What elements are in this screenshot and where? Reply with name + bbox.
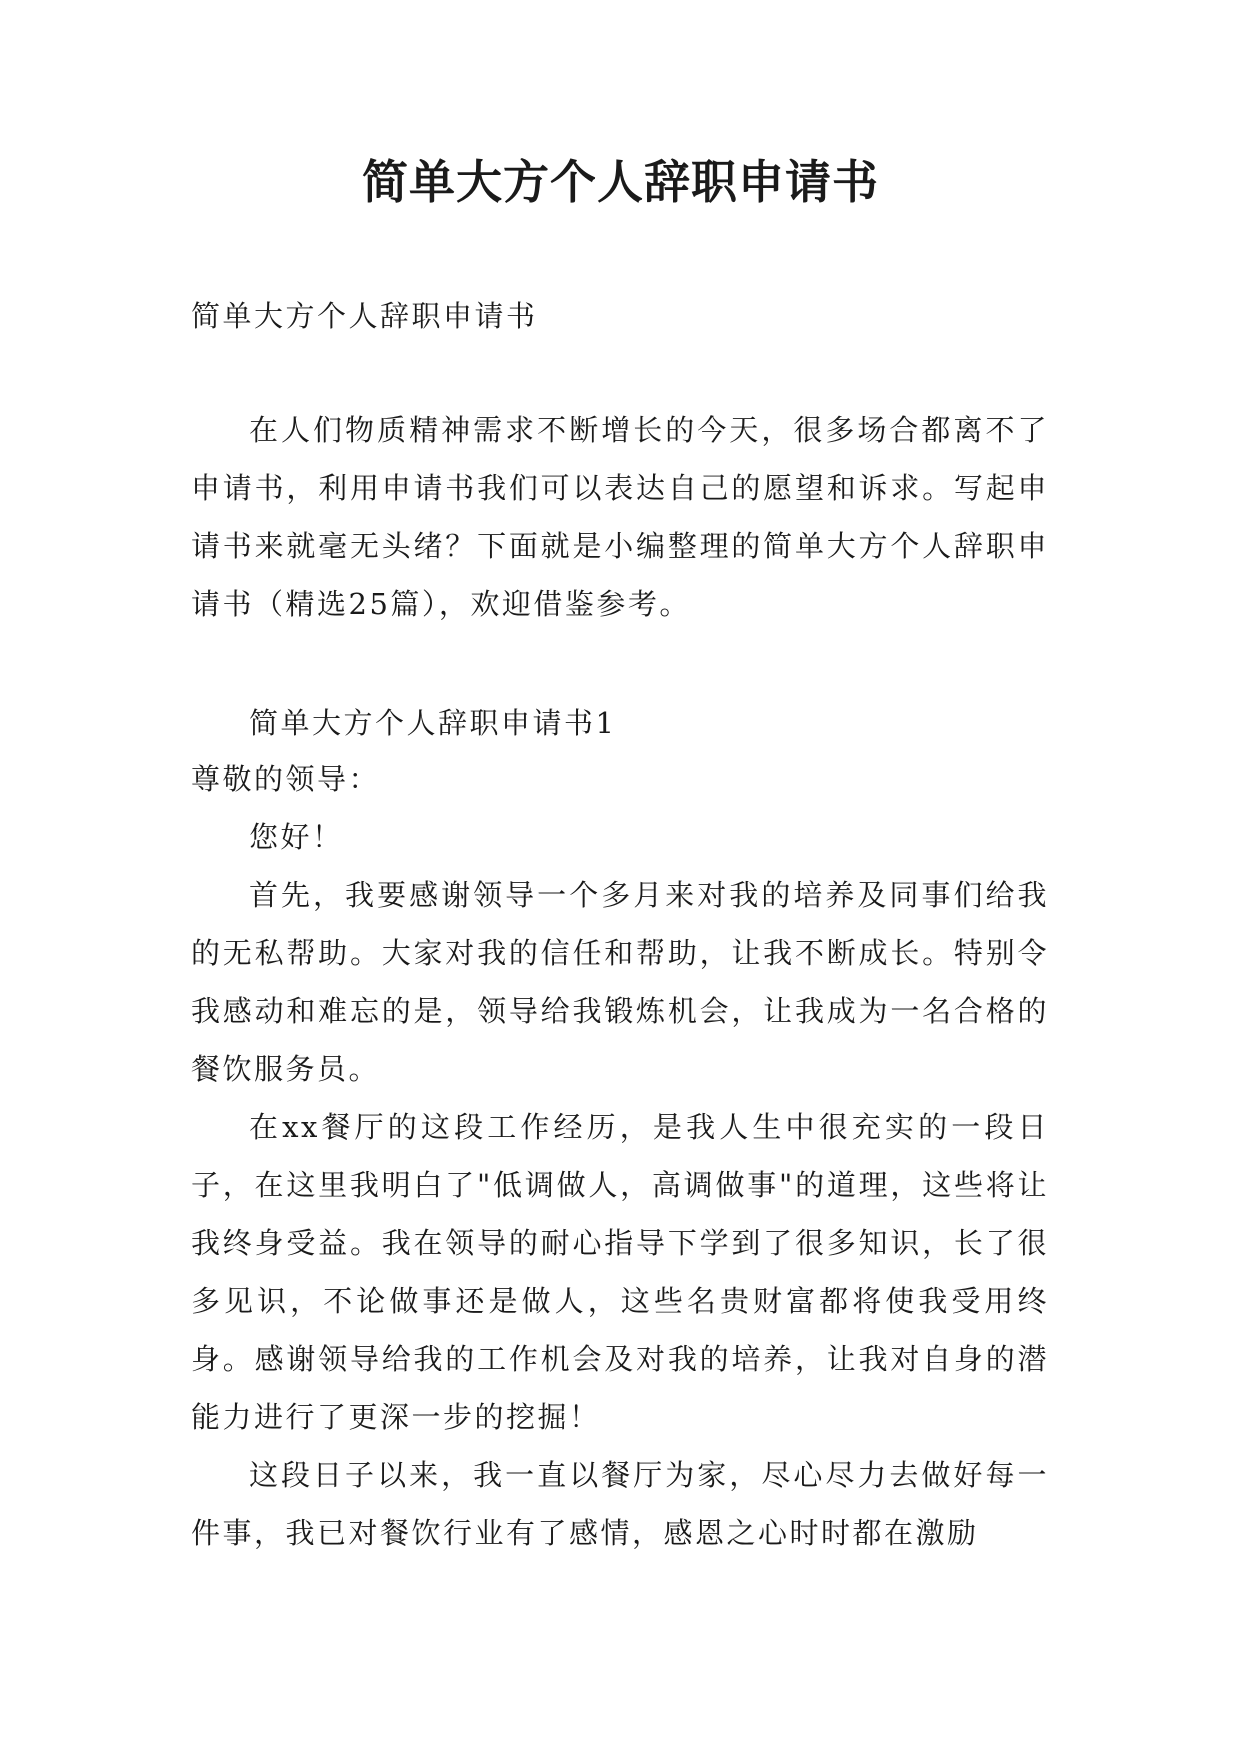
intro-paragraph: 在人们物质精神需求不断增长的今天，很多场合都离不了申请书，利用申请书我们可以表达自己的愿望和诉求。写起申请书来就毫无头绪？下面就是小编整理的简单大方个人辞职申请书（精选25篇），欢迎借鉴参考。: [191, 413, 1049, 621]
body-paragraph: 首先，我要感谢领导一个多月来对我的培养及同事们给我的无私帮助。大家对我的信任和帮助，让我不断成长。特别令我感动和难忘的是，领导给我锻炼机会，让我成为一名合格的餐饮服务员。: [191, 878, 1049, 1086]
document-subtitle: 简单大方个人辞职申请书: [191, 299, 538, 333]
document-title: 简单大方个人辞职申请书: [362, 155, 879, 209]
body-paragraph: 在xx餐厅的这段工作经历，是我人生中很充实的一段日子，在这里我明白了"低调做人，高调做事"的道理，这些将让我终身受益。我在领导的耐心指导下学到了很多知识，长了很多见识，不论做事还是做人，这些名贵财富都将使我受用终身。感谢领导给我的工作机会及对我的培养，让我对自身的潜能力进行了更深一步的挖掘！: [191, 1110, 1049, 1434]
greeting: 您好！: [249, 820, 344, 854]
body-paragraph: 这段日子以来，我一直以餐厅为家，尽心尽力去做好每一件事，我已对餐饮行业有了感情，感恩之心时时都在激励: [191, 1458, 1049, 1550]
salutation: 尊敬的领导：: [191, 762, 381, 796]
section-heading: 简单大方个人辞职申请书1: [249, 706, 617, 740]
letter-body: [191, 750, 1049, 1562]
